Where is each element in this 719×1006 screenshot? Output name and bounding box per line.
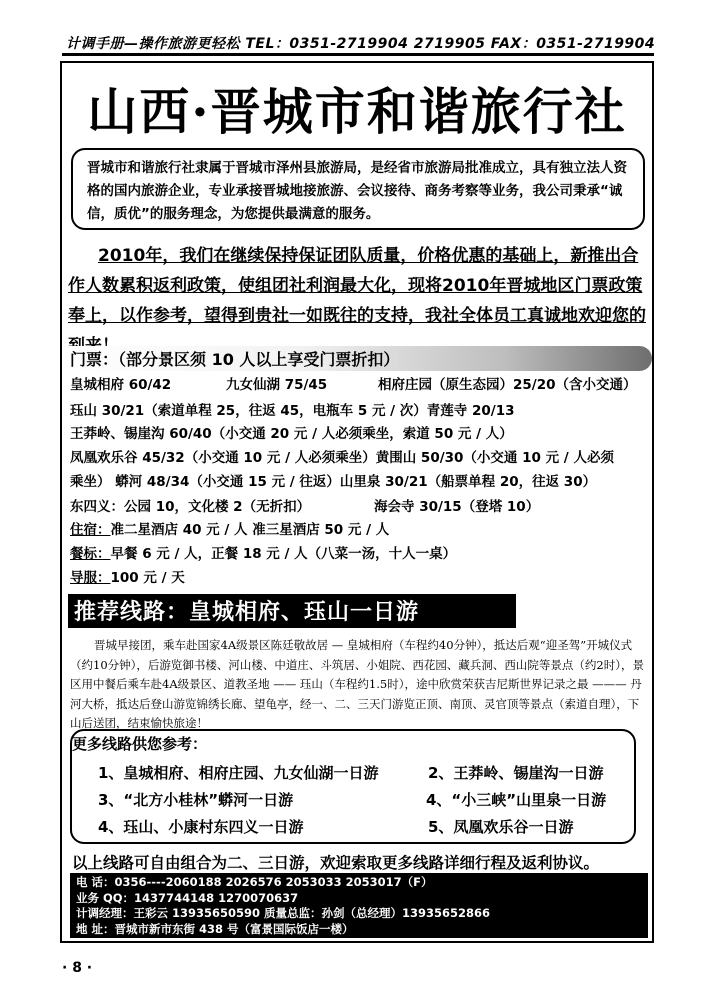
route-item: 4、“小三峡”山里泉一日游 (426, 791, 607, 809)
ticket-title: 门票：（部分景区须 10 人以上享受门票折扣） (70, 350, 400, 369)
ticket-row (70, 375, 650, 395)
guide-row (70, 568, 650, 588)
lodging-label: 住宿： (70, 522, 111, 538)
promo-text: 2010年，我们在继续保持保证团队质量，价格优惠的基础上，新推出合作人数累积返利政策，使组团社利润最大化，现将2010年晋城地区门票政策奉上，以作参考，望得到贵社一如既往的支持，我社全体员工真诚地欢迎您的 (68, 246, 646, 326)
meals-row (70, 544, 650, 564)
route-description: 晋城早接团，乘车赴国家4A级景区陈廷敬故居 — 皇城相府（车程约40分钟），抵达后观“迎圣驾”开城仪式（约10分钟），后游览御书楼、河山楼、中道庄、斗筑居、小姐院、西花园、藏兵洞、西山院等景点（约2时），景区用中餐后乘车赴4A级景区、道教圣地 —— 珏山（车程约1.5时），途中欣赏荣获吉尼斯世界记录之最 ——— 丹河大桥，抵达后登山游览锦绣长廊、望龟亭，经一、二、三天门游览正顶、南顶、灵官顶等景点（索道自理），下山后送团，结束愉快旅途！ (70, 638, 644, 730)
lodging-text: 准二星酒店 40 元 / 人 准三星酒店 50 元 / 人 (110, 522, 390, 538)
promo-paragraph (68, 241, 648, 361)
route-item: 3、“北方小桂林”蟒河一日游 (98, 791, 294, 809)
ticket-row: 王莽岭、锡崖沟 60/40（小交通 20 元 / 人必须乘坐，索道 50 元 / 人） (70, 426, 513, 442)
page-number: · 8 · (62, 960, 93, 976)
contact-managers: 计调经理：王彩云 13935650590 质量总监：孙剑（总经理）13935652866 (76, 906, 491, 920)
guide-text: 100 元 / 天 (110, 570, 185, 586)
route-item: 2、王莽岭、锡崖沟一日游 (428, 764, 604, 782)
ticket-huangcheng: 皇城相府 60/42 (70, 377, 172, 393)
contact-address: 地 址：晋城市新市东街 438 号（富景国际饭店一楼） (76, 921, 354, 936)
route-title: 推荐线路：皇城相府、珏山一日游 (74, 600, 420, 625)
ticket-row: 乘坐） 蟒河 48/34（小交通 15 元 / 往返）山里泉 30/21（船票单程 20，往返 30） (70, 474, 597, 490)
ticket-dongsiyi: 东四义：公园 10，文化楼 2（无折扣） (70, 499, 311, 515)
contact-phone: 电 话：0356----2060188 2026576 2053033 2053017（F） (76, 875, 433, 889)
ticket-jiunv: 九女仙湖 75/45 (226, 377, 328, 393)
header-rule (62, 53, 654, 56)
intro-text: 晋城市和谐旅行社隶属于晋城市泽州县旅游局，是经省市旅游局批准成立，具有独立法人资格的国内旅游企业，专业承接晋城地接旅游、会议接待、商务考察等业务，我公司秉承“诚信，质优”的服务理念，为您提供最满意的服务。 (87, 160, 627, 222)
contact-panel (70, 873, 648, 938)
ticket-haihui: 海会寺 30/15（登塔 10） (374, 499, 540, 515)
intro-box (71, 148, 645, 230)
contact-qq: 业务 QQ：1437744148 1270070637 (76, 890, 299, 905)
combo-note: 以上线路可自由组合为二、三日游，欢迎索取更多线路详细行程及返利协议。 (72, 854, 600, 872)
ticket-row: 凤凰欢乐谷 45/32（小交通 10 元 / 人必须乘坐）黄围山 50/30（小交通 10 元 / 人必须 (70, 450, 614, 466)
lodging-row (70, 520, 650, 540)
ticket-xiangfu: 相府庄园（原生态园）25/20（含小交通） (378, 377, 637, 393)
agency-title: 山西·晋城市和谐旅行社 (87, 82, 627, 141)
meals-label: 餐标： (70, 546, 111, 562)
route-item: 4、珏山、小康村东四义一日游 (98, 818, 304, 836)
guide-label: 导服： (70, 570, 111, 586)
ticket-row (70, 497, 650, 517)
route-item: 1、皇城相府、相府庄园、九女仙湖一日游 (98, 764, 379, 782)
page-header: 计调手册—操作旅游更轻松 TEL：0351-2719904 2719905 FAX：0351-2719904 (66, 36, 656, 52)
ticket-row: 珏山 30/21（索道单程 25，往返 45，电瓶车 5 元 / 次）青莲寺 20/13 (70, 403, 515, 419)
route-item: 5、凤凰欢乐谷一日游 (428, 818, 574, 836)
meals-text: 早餐 6 元 / 人，正餐 18 元 / 人（八菜一汤，十人一桌） (110, 546, 457, 562)
more-routes-title: 更多线路供您参考： (72, 735, 208, 753)
